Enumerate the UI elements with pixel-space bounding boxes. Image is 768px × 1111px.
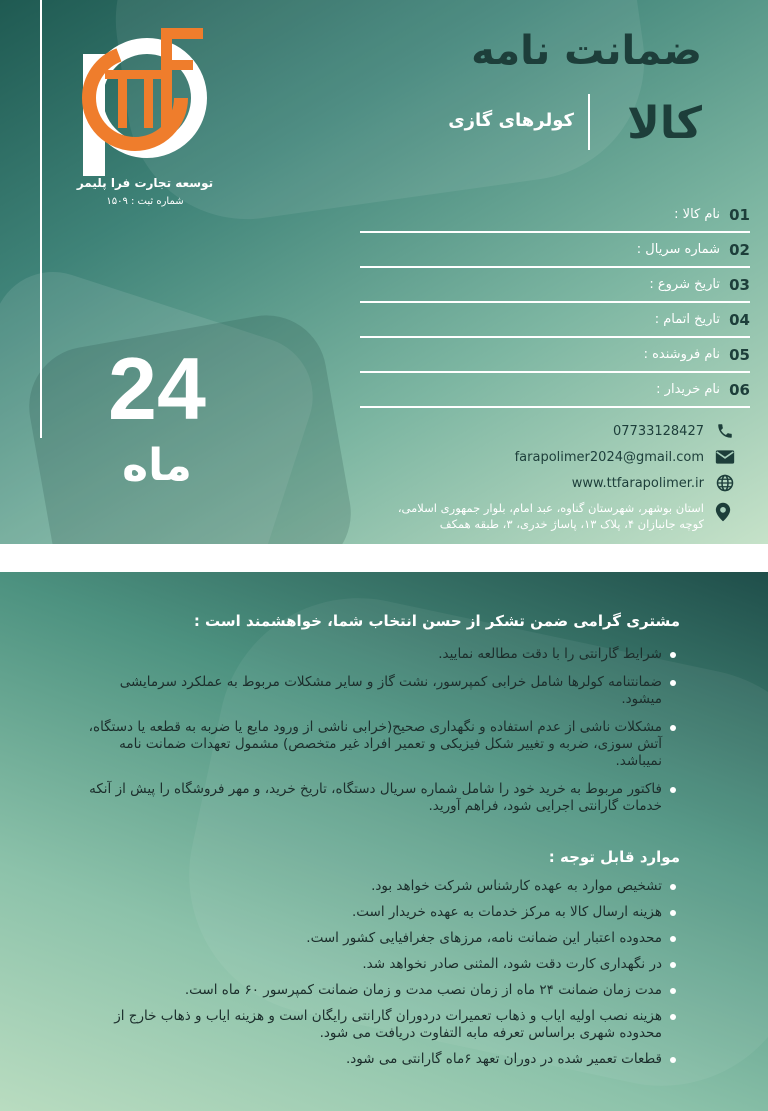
card-title: ضمانت نامه [471,28,702,74]
phone-number: 07733128427 [613,423,704,439]
list-item: تشخیص موارد به عهده کارشناس شرکت خواهد بود. [86,878,676,895]
website-url: www.ttfarapolimer.ir [571,475,704,491]
ttf-logo-icon [75,26,210,176]
field-product-name[interactable] [360,198,750,233]
field-label: شماره سریال : [636,242,720,257]
list-item: فاکتور مربوط به خرید خود را شامل شماره سریال دستگاه، تاریخ خرید، و مهر فروشگاه را پیش از آنکه خدمات گارانتی اجرایی شود، فراهم آورید. [86,781,676,815]
warranty-card-back [0,572,768,1111]
customer-notice-heading: مشتری گرامی ضمن تشکر از حسن انتخاب شما، خواهشمند است : [193,612,680,630]
field-label: نام کالا : [674,207,720,222]
notes-list [86,878,676,1077]
field-number: 03 [729,276,750,294]
list-item: در نگهداری کارت دقت شود، المثنی صادر نخواهد شد. [86,956,676,973]
list-item: هزینه ارسال کالا به مرکز خدمات به عهده خریدار است. [86,904,676,921]
warranty-card-front [0,0,768,544]
email-address: farapolimer2024@gmail.com [514,449,704,465]
contact-website[interactable] [572,472,736,494]
mail-icon [714,446,736,468]
field-label: نام خریدار : [656,382,720,397]
contact-email[interactable] [515,446,736,468]
registration-number: شماره ثبت : ۱۵۰۹ [106,196,184,207]
field-label: نام فروشنده : [643,347,720,362]
address-line: استان بوشهر، شهرستان گناوه، عبد امام، بلوار جمهوری اسلامی، [397,501,704,515]
list-item: مشکلات ناشی از عدم استفاده و نگهداری صحیح(خرابی ناشی از ورود مایع یا ضربه به قطعه یا دستگاه، آتش سوزی، ضربه و تغییر شکل فیزیکی و تعمیر افراد غیر متخصص) مشمول تعهدات ضمانت نامه نمیباشد. [86,719,676,770]
list-item: شرایط گارانتی را با دقت مطالعه نمایید. [86,646,676,663]
warranty-duration-number: 24 [108,339,206,438]
field-label: تاریخ اتمام : [654,312,720,327]
field-number: 02 [729,241,750,259]
field-number: 05 [729,346,750,364]
product-heading: کالا [627,98,702,149]
location-pin-icon [714,502,736,524]
field-number: 04 [729,311,750,329]
list-item: قطعات تعمیر شده در دوران تعهد ۶ماه گارانتی می شود. [86,1051,676,1068]
phone-icon [714,420,736,442]
list-item: ضمانتنامه کولرها شامل خرابی کمپرسور، نشت گاز و سایر مشکلات مربوط به عملکرد سرمایشی میشود. [86,674,676,708]
field-label: تاریخ شروع : [649,277,720,292]
globe-icon [714,472,736,494]
list-item: مدت زمان ضمانت ۲۴ ماه از زمان نصب مدت و زمان ضمانت کمپرسور ۶۰ ماه است. [86,982,676,999]
field-end-date[interactable] [360,303,750,338]
customer-notice-list [86,646,676,826]
product-type: کولرهای گازی [448,110,574,131]
notes-heading: موارد قابل توجه : [548,848,680,866]
field-buyer-name[interactable] [360,373,750,408]
company-address [344,500,704,532]
warranty-fields [360,198,750,408]
contact-phone[interactable] [613,420,736,442]
title-divider [588,94,590,150]
list-item: هزینه نصب اولیه ایاب و ذهاب تعمیرات دردوران گارانتی رایگان است و هزینه ایاب و ذهاب خارج از محدوده شهری براساس تعرفه مابه التفاوت دریافت می شود. [86,1008,676,1042]
vertical-divider [40,0,42,438]
company-name: توسعه تجارت فرا پلیمر [76,176,214,190]
field-start-date[interactable] [360,268,750,303]
list-item: محدوده اعتبار این ضمانت نامه، مرزهای جغرافیایی کشور است. [86,930,676,947]
field-seller-name[interactable] [360,338,750,373]
field-number: 06 [729,381,750,399]
field-serial-number[interactable] [360,233,750,268]
warranty-duration-unit: ماه [122,440,192,491]
field-number: 01 [729,206,750,224]
address-line: کوچه جانبازان ۴، پلاک ۱۳، پاساژ خدری، ۳، طبقه همکف [439,517,704,531]
